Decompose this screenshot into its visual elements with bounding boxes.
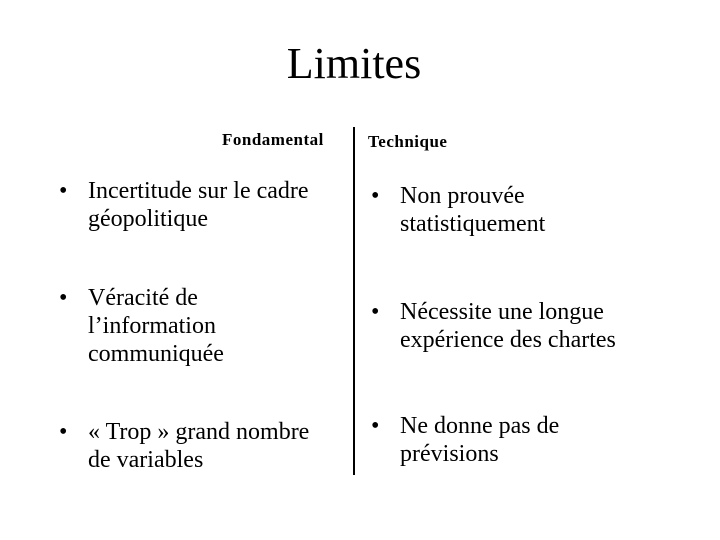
column-header-fondamental: Fondamental	[222, 130, 324, 149]
bullet-line: prévisions	[400, 441, 499, 467]
bullet-line: géopolitique	[88, 206, 208, 232]
bullet-line: « Trop » grand nombre	[88, 419, 310, 445]
column-header-technique: Technique	[368, 132, 448, 151]
column-divider	[353, 127, 355, 475]
bullet-line: Non prouvée	[400, 183, 525, 209]
bullet-text	[400, 182, 545, 238]
bullet-text	[88, 177, 309, 233]
bullet-icon: •	[371, 299, 380, 325]
bullet-line: Véracité de	[88, 285, 198, 311]
bullet-icon: •	[371, 183, 380, 209]
bullet-text	[400, 298, 616, 354]
bullet-line: statistiquement	[400, 211, 546, 237]
bullet-text	[400, 412, 559, 468]
bullet-line: Ne donne pas de	[400, 413, 560, 439]
bullet-text	[88, 418, 309, 474]
bullet-line: Nécessite une longue	[400, 299, 604, 325]
bullet-icon: •	[59, 419, 68, 445]
bullet-line: expérience des chartes	[400, 327, 616, 353]
slide-title: Limites	[286, 39, 422, 88]
bullet-icon: •	[59, 285, 68, 311]
bullet-icon: •	[371, 413, 380, 439]
bullet-line: communiquée	[88, 341, 224, 367]
bullet-line: Incertitude sur le cadre	[88, 178, 309, 204]
bullet-line: l’information	[88, 313, 216, 339]
bullet-icon: •	[59, 178, 68, 204]
bullet-text	[88, 284, 224, 368]
bullet-line: de variables	[88, 447, 204, 473]
